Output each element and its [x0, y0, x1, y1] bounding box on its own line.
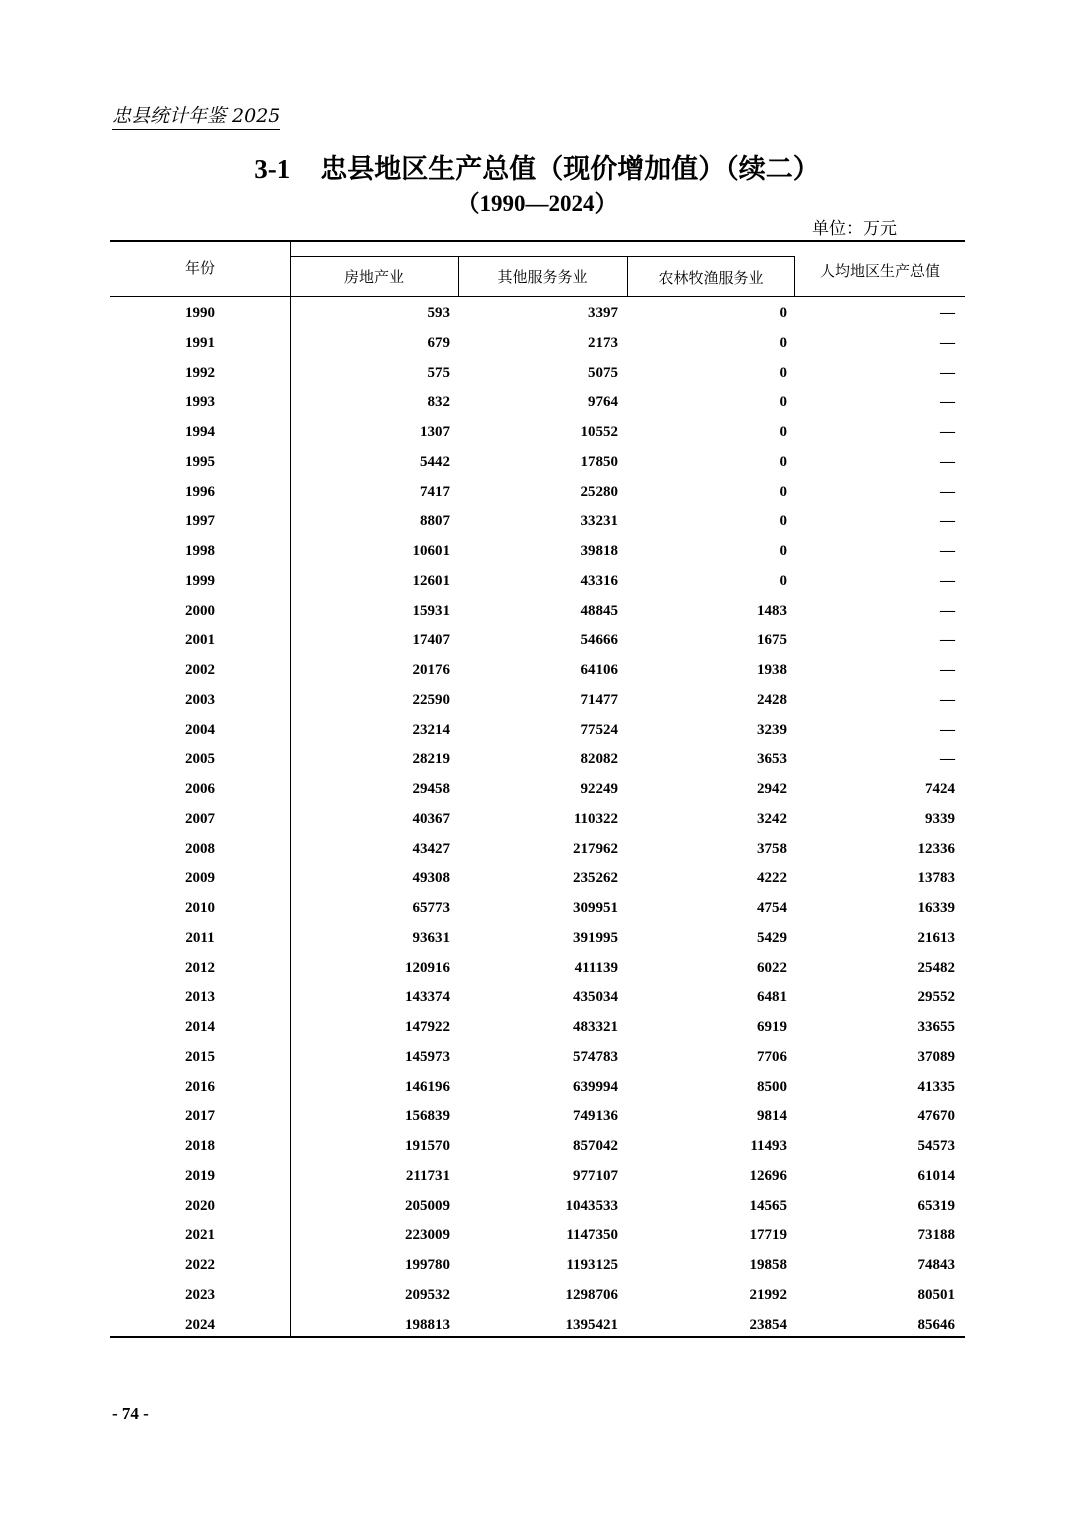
- real-estate-cell: 10601: [412, 543, 450, 559]
- real-estate-cell: 17407: [412, 632, 450, 649]
- per-capita-gdp-cell: —: [940, 424, 955, 440]
- real-estate-cell: 29458: [412, 781, 450, 797]
- real-estate-cell: 23214: [412, 721, 450, 738]
- per-capita-gdp-cell: 65319: [917, 1197, 955, 1214]
- other-services-cell: 5075: [588, 364, 618, 381]
- per-capita-gdp-cell: —: [940, 453, 955, 470]
- year-cell: 1992: [185, 364, 215, 381]
- header-real-estate: 房地产业: [343, 268, 404, 286]
- real-estate-cell: 43427: [412, 840, 450, 857]
- table-row: [110, 863, 965, 893]
- table-top-rule: [110, 240, 965, 242]
- year-cell: 1990: [185, 305, 215, 321]
- year-cell: 2023: [185, 1286, 215, 1303]
- unit-label: 单位：万元: [812, 219, 897, 239]
- real-estate-cell: 593: [427, 305, 450, 321]
- other-services-cell: 3397: [588, 305, 618, 321]
- table-row: [110, 834, 965, 864]
- header-agri-services: 农林牧渔服务业: [658, 269, 764, 287]
- agri-services-cell: 2942: [757, 781, 787, 797]
- per-capita-gdp-cell: —: [940, 513, 955, 530]
- agri-services-cell: 0: [779, 305, 787, 321]
- year-cell: 2002: [185, 662, 215, 678]
- agri-services-cell: 17719: [749, 1227, 787, 1244]
- per-capita-gdp-cell: —: [940, 691, 955, 708]
- year-cell: 2017: [185, 1108, 215, 1125]
- other-services-cell: 1395421: [565, 1316, 618, 1333]
- other-services-cell: 33231: [580, 513, 618, 530]
- table-row: [110, 1072, 965, 1102]
- other-services-cell: 2173: [588, 334, 618, 351]
- table-row: [110, 596, 965, 626]
- per-capita-gdp-cell: 29552: [917, 989, 955, 1006]
- agri-services-cell: 0: [779, 513, 787, 530]
- agri-services-cell: 3653: [757, 751, 787, 768]
- agri-services-cell: 11493: [750, 1138, 787, 1154]
- real-estate-cell: 198813: [405, 1316, 450, 1333]
- per-capita-gdp-cell: —: [940, 602, 955, 619]
- table-row: [110, 1220, 965, 1250]
- real-estate-cell: 199780: [405, 1257, 450, 1273]
- year-cell: 2022: [185, 1257, 215, 1273]
- year-cell: 2019: [185, 1167, 215, 1184]
- year-cell: 1997: [185, 513, 215, 530]
- per-capita-gdp-cell: —: [940, 632, 955, 649]
- table-row: [110, 1012, 965, 1042]
- other-services-cell: 1298706: [565, 1286, 618, 1303]
- per-capita-gdp-cell: 37089: [917, 1048, 955, 1065]
- real-estate-cell: 28219: [412, 751, 450, 768]
- per-capita-gdp-cell: 9339: [925, 810, 955, 827]
- real-estate-cell: 223009: [405, 1227, 450, 1244]
- year-cell: 2005: [185, 751, 215, 768]
- table-row: [110, 1042, 965, 1072]
- per-capita-gdp-cell: 16339: [917, 900, 955, 916]
- per-capita-gdp-cell: 21613: [917, 929, 955, 946]
- year-cell: 2013: [185, 989, 215, 1006]
- agri-services-cell: 9814: [757, 1108, 787, 1125]
- agri-services-cell: 4754: [757, 900, 787, 916]
- real-estate-cell: 832: [427, 394, 450, 411]
- table-row: [110, 923, 965, 953]
- agri-services-cell: 0: [779, 572, 787, 589]
- other-services-cell: 77524: [580, 721, 618, 738]
- other-services-cell: 82082: [580, 751, 618, 768]
- agri-services-cell: 0: [779, 364, 787, 381]
- year-cell: 2000: [185, 602, 215, 619]
- agri-services-cell: 1675: [757, 632, 787, 649]
- real-estate-cell: 679: [427, 334, 450, 351]
- real-estate-cell: 49308: [412, 870, 450, 887]
- other-services-cell: 54666: [580, 632, 618, 649]
- year-cell: 1996: [185, 483, 215, 500]
- table-row: [110, 715, 965, 745]
- per-capita-gdp-cell: —: [940, 662, 955, 678]
- real-estate-cell: 7417: [420, 483, 450, 500]
- agri-services-cell: 6481: [757, 989, 787, 1006]
- real-estate-cell: 12601: [412, 572, 450, 589]
- table-row: [110, 1250, 965, 1280]
- per-capita-gdp-cell: 74843: [917, 1257, 955, 1273]
- other-services-cell: 217962: [573, 840, 618, 857]
- year-cell: 1995: [185, 453, 215, 470]
- agri-services-cell: 8500: [757, 1078, 787, 1095]
- real-estate-cell: 143374: [405, 989, 450, 1006]
- other-services-cell: 235262: [573, 870, 618, 887]
- real-estate-cell: 575: [427, 364, 450, 381]
- other-services-cell: 64106: [580, 662, 618, 678]
- agri-services-cell: 0: [779, 543, 787, 559]
- table-row: [110, 1280, 965, 1310]
- year-cell: 2024: [185, 1316, 215, 1333]
- other-services-cell: 17850: [580, 453, 618, 470]
- table-row: [110, 328, 965, 358]
- table-row: [110, 298, 965, 328]
- page-number: - 74 -: [112, 1404, 149, 1423]
- table-row: [110, 953, 965, 983]
- real-estate-cell: 147922: [405, 1019, 450, 1035]
- year-cell: 2015: [185, 1048, 215, 1065]
- year-cell: 1999: [185, 572, 215, 589]
- per-capita-gdp-cell: 41335: [917, 1078, 955, 1095]
- agri-services-cell: 1938: [757, 662, 787, 678]
- other-services-cell: 574783: [573, 1048, 618, 1065]
- agri-services-cell: 6919: [757, 1019, 787, 1035]
- agri-services-cell: 3758: [757, 840, 787, 857]
- per-capita-gdp-cell: 54573: [917, 1138, 955, 1154]
- header-year: 年份: [184, 259, 215, 277]
- table-row: [110, 1161, 965, 1191]
- year-cell: 2006: [185, 781, 215, 797]
- agri-services-cell: 14565: [749, 1197, 787, 1214]
- real-estate-cell: 146196: [405, 1078, 450, 1095]
- other-services-cell: 1147350: [566, 1227, 618, 1244]
- per-capita-gdp-cell: —: [940, 572, 955, 589]
- per-capita-gdp-cell: —: [940, 334, 955, 351]
- agri-services-cell: 1483: [757, 602, 787, 619]
- real-estate-cell: 120916: [405, 959, 450, 976]
- year-cell: 2014: [185, 1019, 215, 1035]
- year-cell: 2003: [185, 691, 215, 708]
- table-row: [110, 1131, 965, 1161]
- per-capita-gdp-cell: 25482: [917, 959, 955, 976]
- agri-services-cell: 5429: [757, 929, 787, 946]
- year-cell: 1991: [185, 334, 215, 351]
- other-services-cell: 9764: [588, 394, 618, 411]
- other-services-cell: 309951: [573, 900, 618, 916]
- agri-services-cell: 0: [779, 483, 787, 500]
- header-bottom-rule: [110, 296, 965, 297]
- other-services-cell: 1043533: [565, 1197, 618, 1214]
- agri-services-cell: 3239: [757, 721, 787, 738]
- real-estate-cell: 22590: [412, 691, 450, 708]
- table-row: [110, 804, 965, 834]
- real-estate-cell: 156839: [405, 1108, 450, 1125]
- year-cell: 1998: [185, 543, 215, 559]
- real-estate-cell: 5442: [420, 453, 450, 470]
- table-row: [110, 1101, 965, 1131]
- year-cell: 2010: [185, 900, 215, 916]
- year-cell: 1993: [185, 394, 215, 411]
- table-row: [110, 893, 965, 923]
- table-row: [110, 447, 965, 477]
- agri-services-cell: 7706: [757, 1048, 787, 1065]
- table-subtitle: （1990—2024）: [456, 191, 618, 216]
- other-services-cell: 43316: [580, 572, 618, 589]
- table-row: [110, 982, 965, 1012]
- table-row: [110, 655, 965, 685]
- real-estate-cell: 15931: [412, 602, 450, 619]
- year-cell: 2009: [185, 870, 215, 887]
- real-estate-cell: 145973: [405, 1048, 450, 1065]
- per-capita-gdp-cell: 7424: [925, 781, 955, 797]
- header-per-capita-gdp: 人均地区生产总值: [819, 262, 940, 280]
- per-capita-gdp-cell: —: [940, 721, 955, 738]
- other-services-cell: 391995: [573, 929, 618, 946]
- table-row: [110, 685, 965, 715]
- year-cell: 2012: [185, 959, 215, 976]
- other-services-cell: 1193125: [566, 1257, 618, 1273]
- per-capita-gdp-cell: —: [940, 751, 955, 768]
- table-row: [110, 1310, 965, 1340]
- table-row: [110, 625, 965, 655]
- per-capita-gdp-cell: 13783: [917, 870, 955, 887]
- table-row: [110, 477, 965, 507]
- real-estate-cell: 191570: [405, 1138, 450, 1154]
- per-capita-gdp-cell: 47670: [917, 1108, 955, 1125]
- running-head: 忠县统计年鉴 2025: [112, 104, 280, 130]
- real-estate-cell: 209532: [405, 1286, 450, 1303]
- year-cell: 2016: [185, 1078, 215, 1095]
- other-services-cell: 25280: [580, 483, 618, 500]
- other-services-cell: 92249: [580, 781, 618, 797]
- table-title: [0, 152, 1074, 187]
- table-row: [110, 744, 965, 774]
- table-title-text: 忠县地区生产总值（现价增加值）（续二）: [320, 154, 820, 185]
- agri-services-cell: 21992: [749, 1286, 787, 1303]
- table-row: [110, 358, 965, 388]
- per-capita-gdp-cell: 33655: [917, 1019, 955, 1035]
- agri-services-cell: 0: [779, 424, 787, 440]
- agri-services-cell: 19858: [749, 1257, 787, 1273]
- other-services-cell: 435034: [573, 989, 618, 1006]
- other-services-cell: 749136: [573, 1108, 618, 1125]
- agri-services-cell: 0: [779, 453, 787, 470]
- per-capita-gdp-cell: —: [940, 394, 955, 411]
- table-row: [110, 536, 965, 566]
- agri-services-cell: 23854: [749, 1316, 787, 1333]
- other-services-cell: 857042: [573, 1138, 618, 1154]
- agri-services-cell: 4222: [757, 870, 787, 887]
- table-row: [110, 774, 965, 804]
- other-services-cell: 10552: [580, 424, 618, 440]
- other-services-cell: 39818: [580, 543, 618, 559]
- other-services-cell: 411139: [574, 959, 618, 976]
- table-row: [110, 387, 965, 417]
- table-row: [110, 417, 965, 447]
- year-cell: 2008: [185, 840, 215, 857]
- agri-services-cell: 12696: [749, 1167, 787, 1184]
- other-services-cell: 110322: [573, 810, 618, 827]
- per-capita-gdp-cell: 12336: [917, 840, 955, 857]
- other-services-cell: 71477: [580, 691, 618, 708]
- real-estate-cell: 1307: [420, 424, 450, 440]
- table-row: [110, 1191, 965, 1221]
- year-cell: 2021: [185, 1227, 215, 1244]
- year-cell: 2018: [185, 1138, 215, 1154]
- agri-services-cell: 6022: [757, 959, 787, 976]
- real-estate-cell: 205009: [405, 1197, 450, 1214]
- table-row: [110, 566, 965, 596]
- real-estate-cell: 40367: [412, 810, 450, 827]
- year-cell: 2011: [185, 929, 215, 946]
- agri-services-cell: 2428: [757, 691, 787, 708]
- other-services-cell: 483321: [573, 1019, 618, 1035]
- per-capita-gdp-cell: —: [940, 483, 955, 500]
- agri-services-cell: 3242: [757, 810, 787, 827]
- other-services-cell: 977107: [573, 1167, 618, 1184]
- per-capita-gdp-cell: 73188: [917, 1227, 955, 1244]
- year-cell: 2001: [185, 632, 215, 649]
- other-services-cell: 639994: [573, 1078, 618, 1095]
- table-row: [110, 506, 965, 536]
- per-capita-gdp-cell: —: [940, 364, 955, 381]
- other-services-cell: 48845: [580, 602, 618, 619]
- year-cell: 1994: [185, 424, 215, 440]
- agri-services-cell: 0: [779, 394, 787, 411]
- per-capita-gdp-cell: —: [940, 543, 955, 559]
- per-capita-gdp-cell: 61014: [917, 1167, 955, 1184]
- agri-services-cell: 0: [779, 334, 787, 351]
- per-capita-gdp-cell: 85646: [917, 1316, 955, 1333]
- table-number: 3-1: [254, 154, 291, 184]
- real-estate-cell: 211731: [405, 1167, 450, 1184]
- per-capita-gdp-cell: 80501: [917, 1286, 955, 1303]
- per-capita-gdp-cell: —: [940, 305, 955, 321]
- real-estate-cell: 93631: [412, 929, 450, 946]
- year-cell: 2007: [185, 810, 215, 827]
- real-estate-cell: 8807: [420, 513, 450, 530]
- header-other-services: 其他服务务业: [497, 268, 588, 286]
- real-estate-cell: 20176: [412, 662, 450, 678]
- year-cell: 2004: [185, 721, 215, 738]
- year-cell: 2020: [185, 1197, 215, 1214]
- real-estate-cell: 65773: [412, 900, 450, 916]
